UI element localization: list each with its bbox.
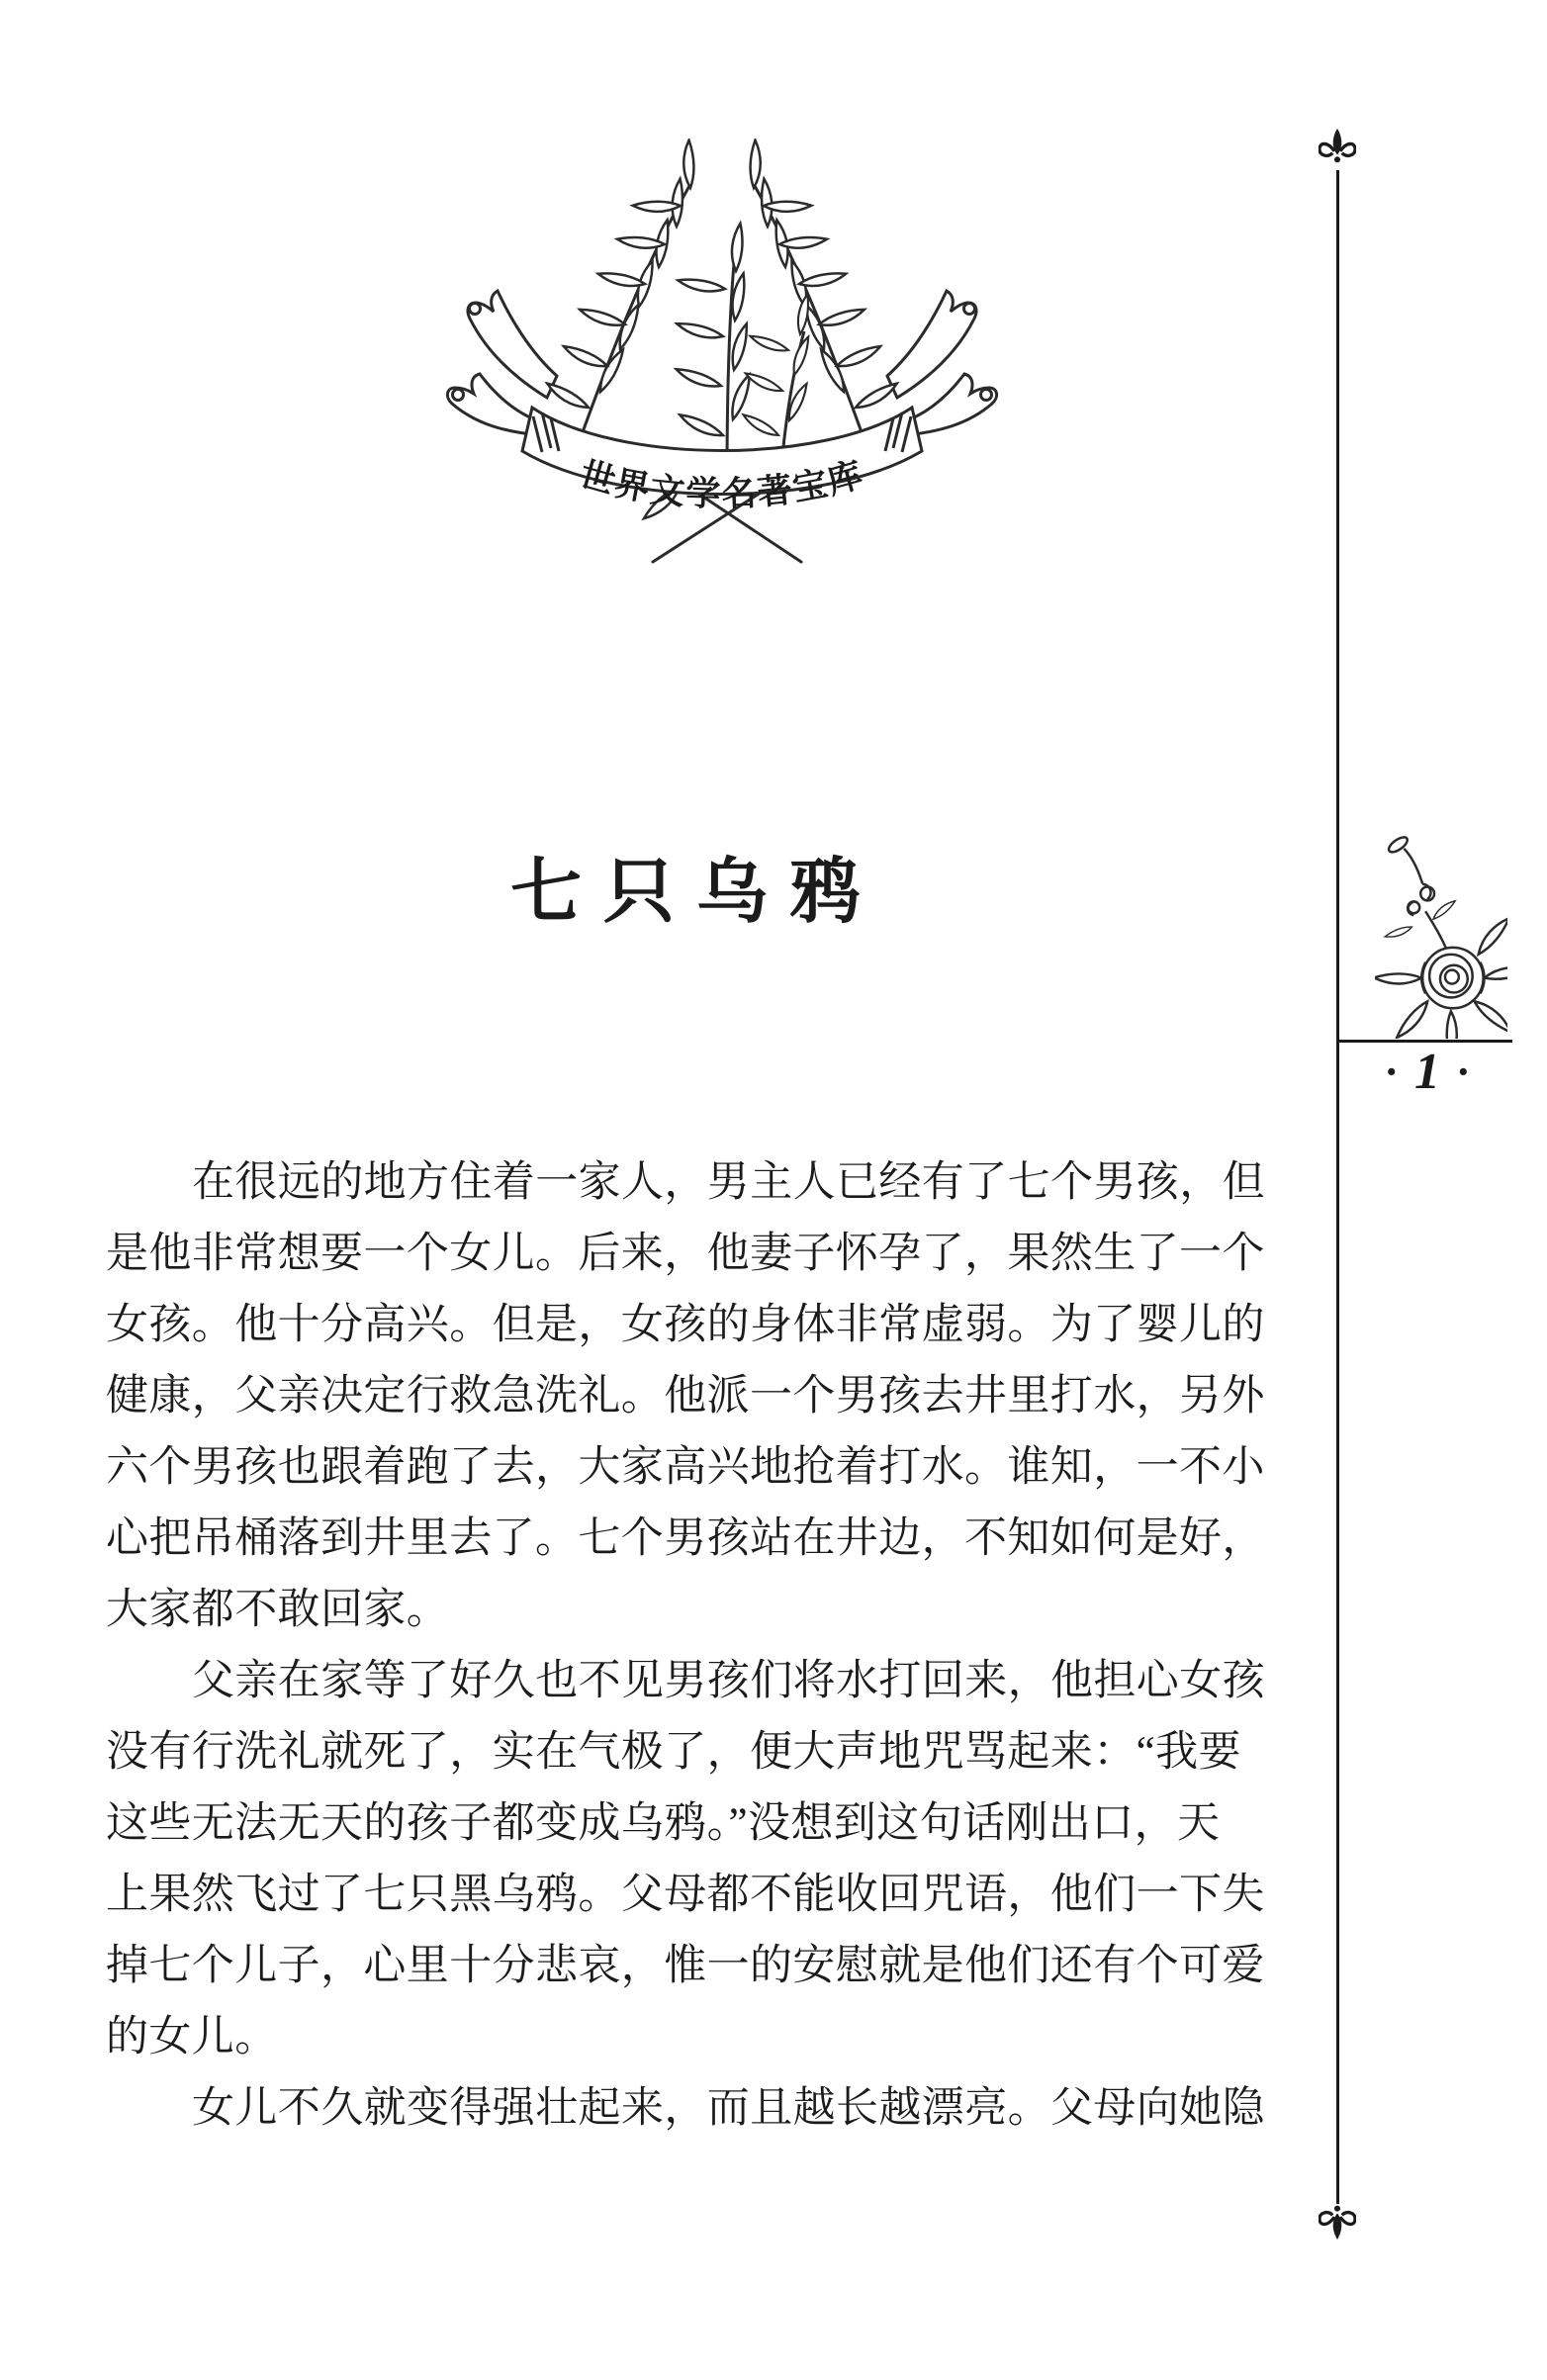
text-line: 是他非常想要一个女儿。后来，他妻子怀孕了，果然生了一个 xyxy=(106,1231,1265,1277)
text-line: 的女儿。 xyxy=(106,2014,278,2060)
laurel-branch-right xyxy=(734,140,897,443)
page-number-left-dot: · xyxy=(1384,1048,1399,1096)
text-line: 女孩。他十分高兴。但是，女孩的身体非常虚弱。为了婴儿的 xyxy=(106,1302,1265,1348)
text-line: 掉七个儿子，心里十分悲哀，惟一的安慰就是他们还有个可爱 xyxy=(106,1943,1265,1989)
page-number-right-dot: · xyxy=(1456,1048,1471,1096)
text-line: 没有行洗礼就死了，实在气极了，便大声地咒骂起来：“我要 xyxy=(106,1729,1241,1776)
laurel-branch-left xyxy=(547,140,710,443)
center-sprigs xyxy=(677,224,823,480)
text-line: 大家都不敢回家。 xyxy=(106,1587,450,1633)
rose-ornament xyxy=(1375,833,1507,1039)
fleur-de-lis-bottom-icon xyxy=(1319,2198,1356,2243)
text-line: 父亲在家等了好久也不见男孩们将水打回来，他担心女孩 xyxy=(192,1658,1265,1704)
fleur-de-lis-top-icon xyxy=(1319,125,1356,170)
text-column xyxy=(106,1147,1293,2145)
text-line: 这些无法无天的孩子都变成乌鸦。”没想到这句话刚出口，天 xyxy=(106,1800,1221,1847)
page-number-value: 1 xyxy=(1414,1044,1440,1100)
banner-text: 世界文学名著宝库 xyxy=(575,454,869,514)
text-line: 六个男孩也跟着跑了去，大家高兴地抢着打水。谁知，一不小 xyxy=(106,1444,1265,1491)
page-number-rule xyxy=(1338,1040,1512,1043)
story-title: 七只乌鸦 xyxy=(509,853,882,932)
text-line: 在很远的地方住着一家人，男主人已经有了七个男孩，但 xyxy=(192,1159,1265,1206)
banner-ribbon xyxy=(522,408,922,513)
margin-vertical-rule xyxy=(1336,170,1339,2204)
wreath-emblem xyxy=(430,138,1014,564)
text-line: 上果然飞过了七只黑乌鸦。父母都不能收回咒语，他们一下失 xyxy=(106,1872,1265,1918)
text-line: 健康，父亲决定行救急洗礼。他派一个男孩去井里打水，另外 xyxy=(106,1373,1265,1419)
text-line: 女儿不久就变得强壮起来，而且越长越漂亮。父母向她隐 xyxy=(192,2085,1265,2132)
page-number xyxy=(1366,1045,1489,1100)
text-line: 心把吊桶落到井里去了。七个男孩站在井边，不知如何是好， xyxy=(106,1515,1265,1562)
